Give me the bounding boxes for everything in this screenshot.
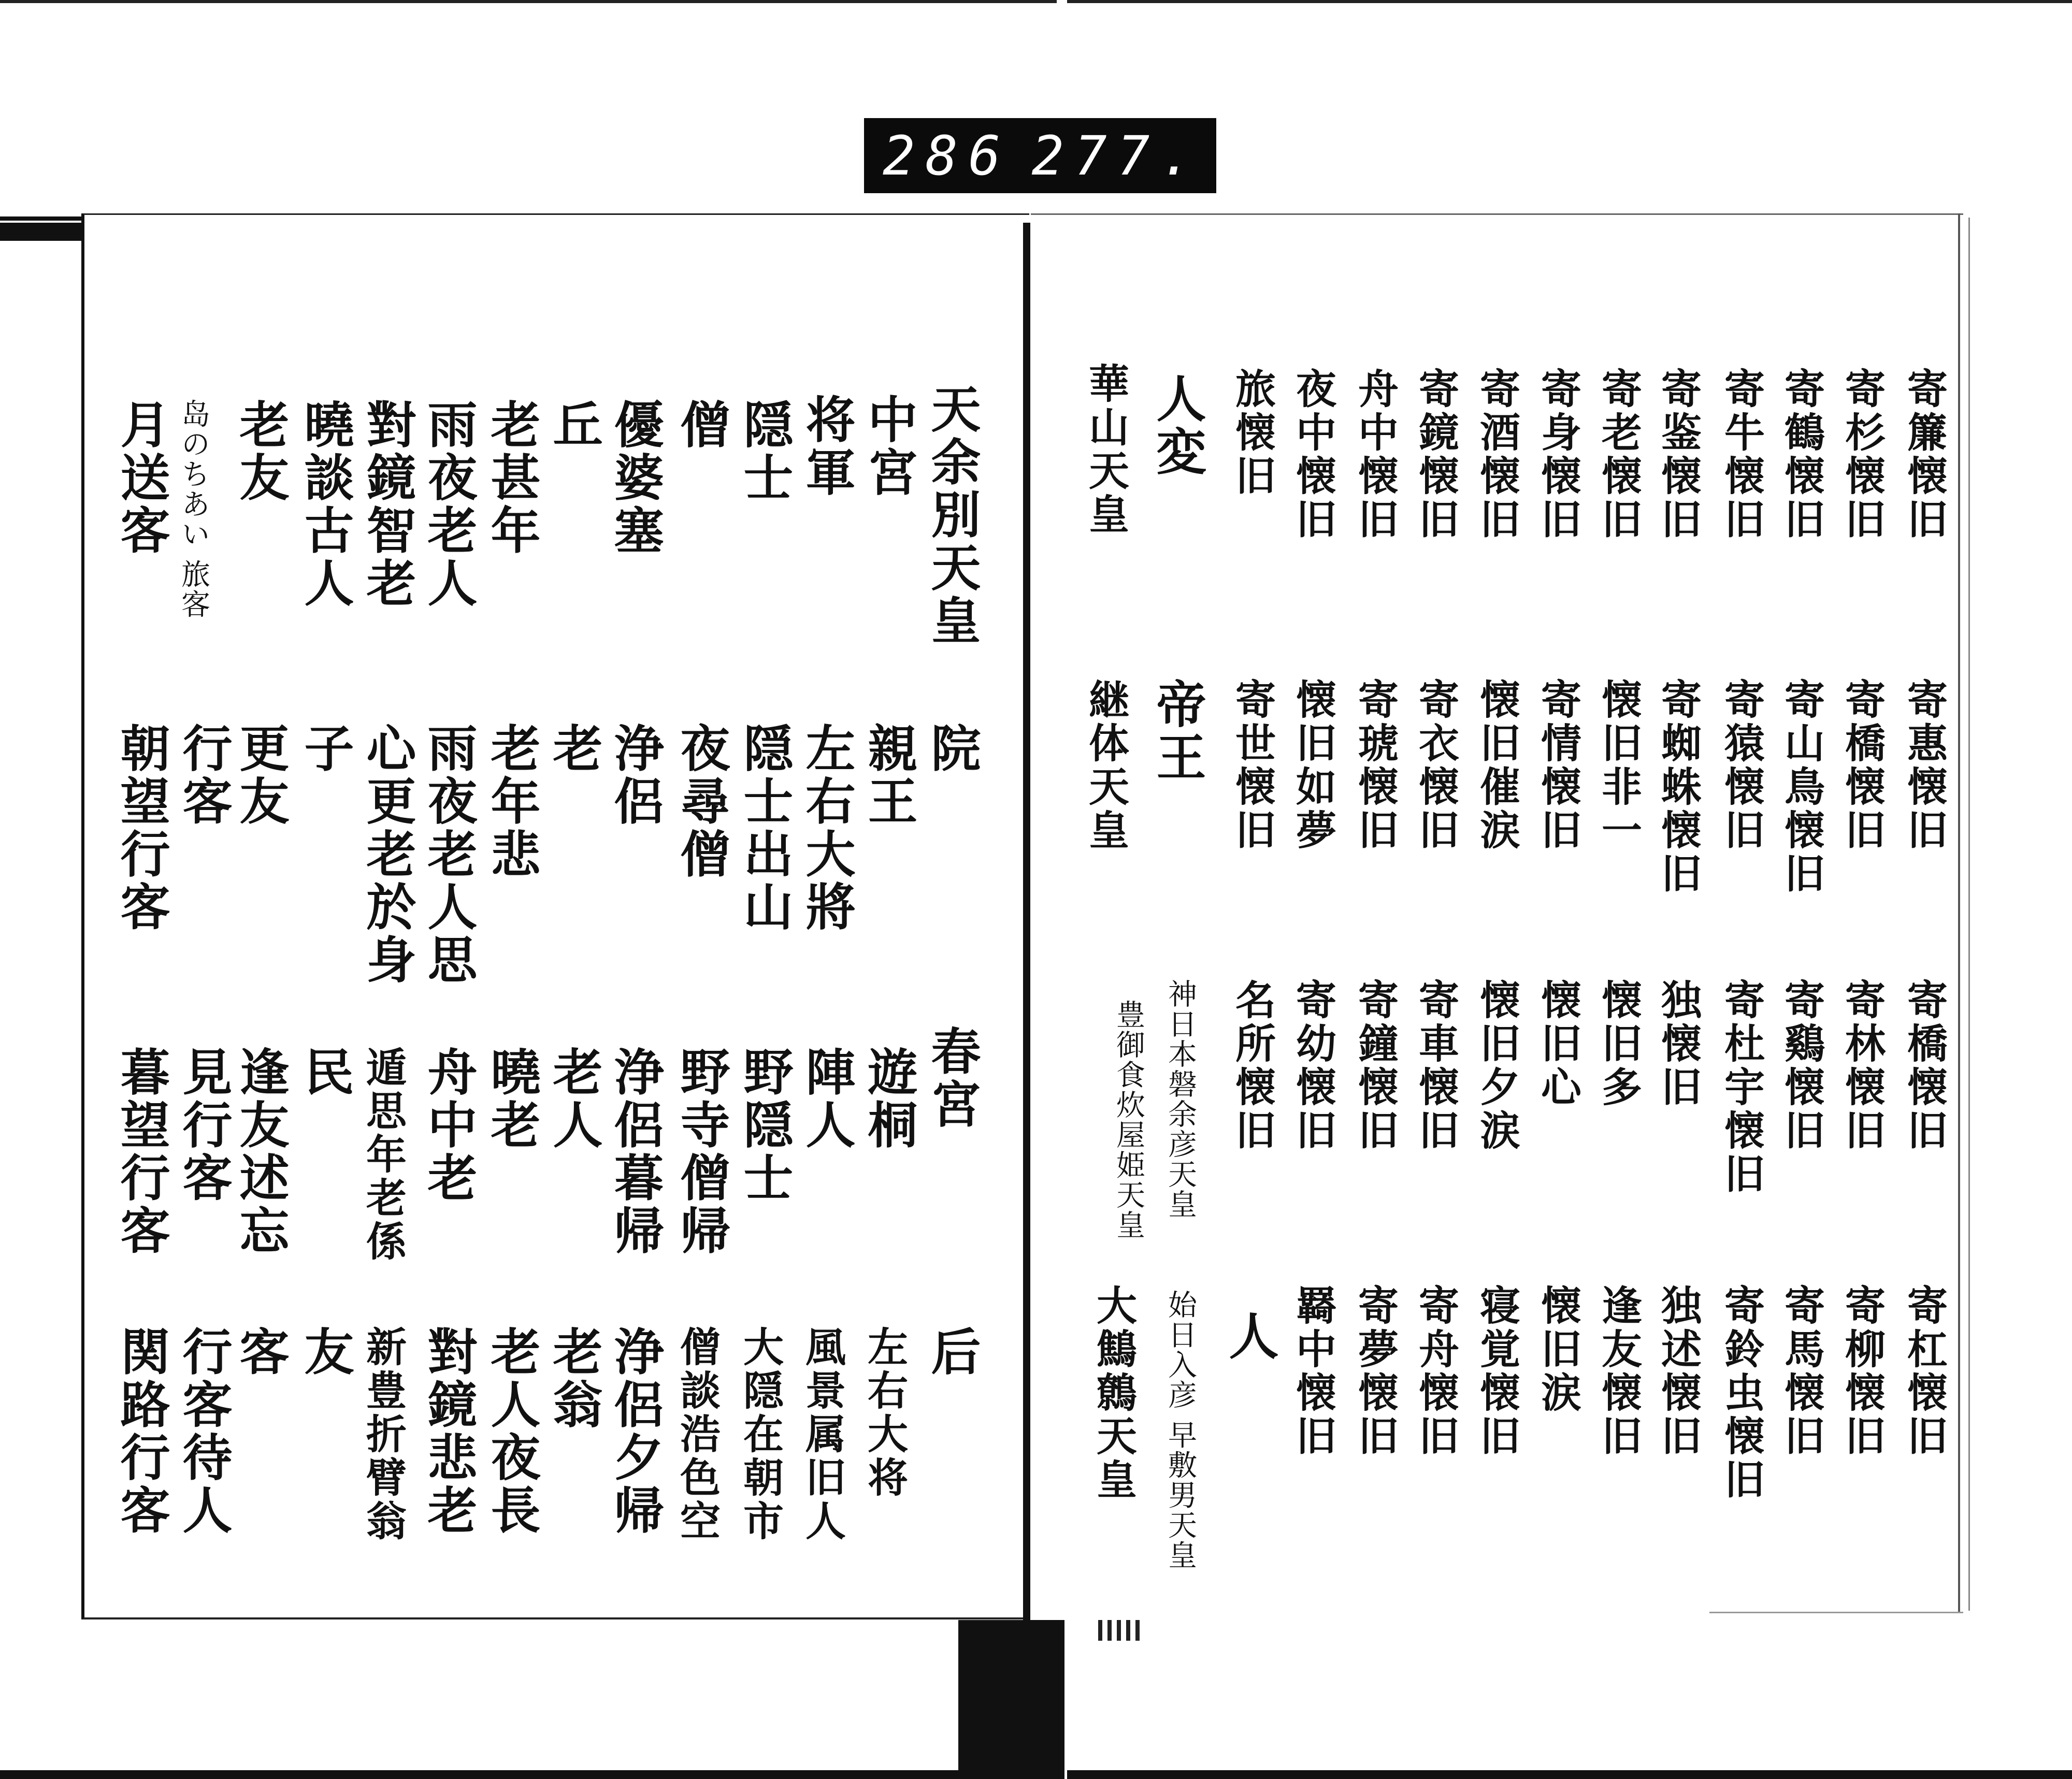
text-column: 民 [296,1046,355,1099]
text-column: 寄車懐旧 [1412,979,1459,1153]
text-column: 寄杜宇懐旧 [1718,979,1765,1196]
text-column: 野隠士 [736,1046,794,1205]
text-column: 帝王 [1148,678,1207,784]
text-column: 隠士出山 [736,722,794,934]
text-column: 寄猿懐旧 [1718,678,1765,852]
text-column: 行客待人 [175,1326,233,1537]
text-column: 春宮 [923,1025,982,1131]
text-column: 雨夜老人 [420,399,478,610]
text-column: 僧談浩色空 [673,1326,721,1543]
binding-shadow [1098,1620,1145,1641]
text-column: 后 [923,1326,982,1379]
text-column: 友 [296,1326,355,1379]
scan-edge [0,0,1057,3]
text-column: 子 [296,722,355,775]
text-column: 寄鉴懐旧 [1654,368,1702,542]
text-column: 華山天皇 [1082,363,1129,537]
text-column: 心更老於身 [358,722,417,987]
text-column: 寄杠懐旧 [1901,1284,1948,1458]
text-column: 新豊折臂翁 [359,1326,407,1543]
text-column: 老 [545,722,603,775]
text-column: 浄侶夕帰 [606,1326,665,1537]
text-column: 月送客 [112,399,171,557]
text-column: 對鏡悲老 [420,1326,478,1537]
text-column-annotation: 岛のちあい 旅客 [177,399,210,619]
text-column: 夜中懐旧 [1289,368,1336,542]
text-column: 寄惠懐旧 [1901,678,1948,852]
text-column: 更友 [232,722,290,828]
text-column: 老甚年 [483,399,541,557]
page-edge [1968,218,1970,1611]
page-number-label [864,118,1216,193]
text-column: 遁思年老係 [359,1046,407,1264]
text-column: 浄侶 [606,722,665,828]
text-column: 寄幼懐旧 [1289,979,1336,1153]
text-column: 雨夜老人思 [420,722,478,987]
text-column: 寄身懐旧 [1534,368,1581,542]
text-column: 寄鶴懐旧 [1778,368,1825,542]
text-column: 左右大将 [861,1326,908,1500]
text-column: 親王 [860,722,918,828]
text-column: 風景属旧人 [799,1326,846,1543]
text-column: 寄鏡懐旧 [1412,368,1459,542]
text-column: 寄牛懐旧 [1718,368,1765,542]
text-column: 見行客 [175,1046,233,1205]
text-column: 天余別天皇 [923,383,982,647]
text-column: 對鏡智老 [358,399,417,610]
scan-edge [0,223,83,241]
text-column: 懐旧涙 [1534,1284,1581,1415]
page-number-right: 277. [1031,124,1203,187]
text-column-annotation: 始日入彦 早敷男天皇 [1163,1290,1197,1570]
text-column: 人変 [1148,373,1207,479]
text-column-annotation: 神日本磐余彦天皇 [1163,979,1197,1219]
text-column: 野寺僧帰 [672,1046,731,1257]
text-column: 懐旧非一 [1595,678,1642,852]
text-column: 寄蜘蛛懐旧 [1654,678,1702,896]
scan-edge [1067,0,2072,3]
text-column: 独懐旧 [1654,979,1702,1109]
text-column-annotation: 豊御食炊屋姫天皇 [1112,1000,1145,1240]
text-column: 寄橋懐旧 [1901,979,1948,1153]
text-column: 寄杉懐旧 [1838,368,1886,542]
scan-edge [1067,1770,2072,1779]
text-column: 老年悲 [483,722,541,881]
text-column: 寄老懐旧 [1595,368,1642,542]
text-column: 寄鐘懐旧 [1351,979,1399,1153]
text-column: 大隠在朝市 [737,1326,784,1543]
text-column: 寄琥懐旧 [1351,678,1399,852]
text-column: 寄簾懐旧 [1901,368,1948,542]
page-number-left: 286 [883,124,1011,187]
text-column: 寄柳懐旧 [1838,1284,1886,1458]
text-column: 寄馬懐旧 [1778,1284,1825,1458]
binding-shadow [958,1620,1064,1779]
text-column: 老友 [232,399,290,504]
text-column: 曉老 [483,1046,541,1152]
text-column: 中宮 [860,394,918,499]
text-column: 優婆塞 [606,399,665,557]
text-column: 寄衣懐旧 [1412,678,1459,852]
text-column: 舟中懐旧 [1351,368,1399,542]
text-column: 遊桐 [860,1046,918,1152]
text-column: 名所懐旧 [1229,979,1276,1153]
text-column: 舟中老 [420,1046,478,1205]
text-column: 老人 [545,1046,603,1152]
text-column: 逢友述忘 [232,1046,290,1257]
text-column: 寄酒懐旧 [1473,368,1520,542]
text-column: 老人夜長 [483,1326,541,1537]
text-column: 僧 [672,399,731,452]
text-column: 寄鷄懐旧 [1778,979,1825,1153]
text-column: 関路行客 [112,1326,171,1537]
text-column: 人 [1221,1310,1279,1363]
text-column: 陣人 [798,1046,856,1152]
text-column: 懐旧如夢 [1289,678,1336,852]
text-column: 朝望行客 [112,722,171,934]
scan-edge [0,1770,963,1779]
text-column: 旅懐旧 [1229,368,1276,498]
text-column: 老翁 [545,1326,603,1431]
text-column: 独述懐旧 [1654,1284,1702,1458]
text-column: 懐旧多 [1595,979,1642,1109]
page-edge [1958,213,1960,1612]
text-column: 寝覚懐旧 [1473,1284,1520,1458]
page-edge [1709,1612,1963,1613]
text-column: 寄情懐旧 [1534,678,1581,852]
text-column: 寄舟懐旧 [1412,1284,1459,1458]
text-column: 暮望行客 [112,1046,171,1257]
text-column: 寄世懐旧 [1229,678,1276,852]
text-column: 客 [232,1326,290,1379]
text-column: 行客 [175,722,233,828]
text-column: 寄夢懐旧 [1351,1284,1399,1458]
scan-edge [0,216,83,221]
book-spine [1023,223,1030,1621]
text-column: 継体天皇 [1082,678,1129,852]
text-column: 大鷦鷯天皇 [1090,1284,1137,1502]
text-column: 夜尋僧 [672,722,731,881]
text-column: 将軍 [798,394,856,499]
text-column: 寄山鳥懐旧 [1778,678,1825,896]
text-column: 懐旧心 [1534,979,1581,1109]
text-column: 羇中懐旧 [1289,1284,1336,1458]
text-column: 院 [923,722,982,775]
text-column: 懐旧夕涙 [1473,979,1520,1153]
text-column: 寄鈴虫懐旧 [1718,1284,1765,1502]
text-column: 左右大將 [798,722,856,934]
text-column: 懐旧催涙 [1473,678,1520,852]
text-column: 寄林懐旧 [1838,979,1886,1153]
text-column: 逢友懐旧 [1595,1284,1642,1458]
text-column: 丘 [545,399,603,452]
text-column: 浄侶暮帰 [606,1046,665,1257]
text-column: 寄橋懐旧 [1838,678,1886,852]
text-column: 隠士 [736,399,794,504]
text-column: 曉談古人 [296,399,355,610]
